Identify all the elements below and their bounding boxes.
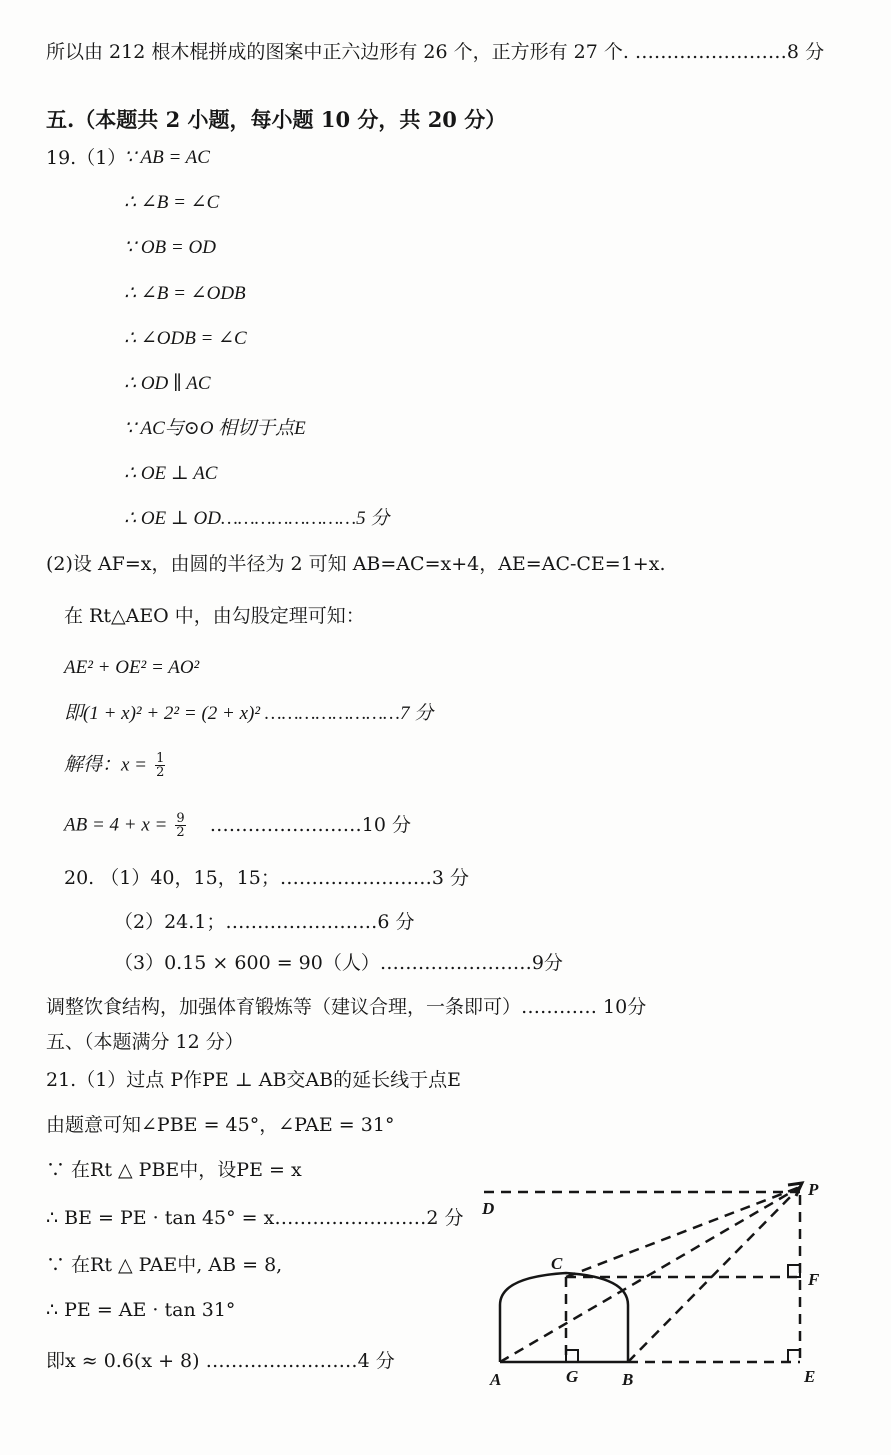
ab-fraction-denominator: 2 <box>176 825 185 840</box>
q19-1-step-b: ∴ ∠B = ∠C <box>124 192 220 213</box>
label-c: C <box>551 1254 563 1273</box>
q19-1-step-a: ∵ AB = AC <box>124 147 210 168</box>
q19-1-step-g: ∵ AC与⊙O 相切于点E <box>124 418 306 439</box>
q19-1-step-f: ∴ OD ∥ AC <box>124 373 211 394</box>
q20-part3: （3）0.15 × 600 = 90（人）……………………9分 <box>114 952 563 974</box>
label-d: D <box>482 1199 495 1218</box>
right-angle-e <box>788 1350 800 1362</box>
q19-2-head: (2)设 AF=x，由圆的半径为 2 可知 AB=AC=x+4，AE=AC-CE=1+x. <box>46 553 666 575</box>
ab-result-label: AB = 4 + x = <box>64 814 168 836</box>
q19-1-step-e: ∴ ∠ODB = ∠C <box>124 328 247 349</box>
q19-1-step-d: ∴ ∠B = ∠ODB <box>124 283 246 304</box>
q20-part2: （2）24.1；……………………6 分 <box>114 911 415 933</box>
section5-heading: 五.（本题共 2 小题，每小题 10 分，共 20 分） <box>46 107 507 132</box>
q19-1-step-h: ∴ OE ⊥ AC <box>124 463 218 484</box>
label-b: B <box>622 1370 634 1389</box>
ab-fraction-numerator: 9 <box>176 811 185 826</box>
line-cp <box>566 1187 800 1277</box>
label-g: G <box>566 1367 579 1386</box>
q21-step-a: 由题意可知∠PBE = 45°，∠PAE = 31° <box>46 1114 395 1136</box>
q21-step-f: 即x ≈ 0.6(x + 8) ……………………4 分 <box>46 1350 395 1372</box>
q20-suggestion: 调整饮食结构，加强体育锻炼等（建议合理，一条即可）………… 10分 <box>46 996 647 1018</box>
label-p: P <box>808 1180 819 1199</box>
section5b-heading: 五、（本题满分 12 分） <box>46 1031 244 1053</box>
x-fraction-denominator: 2 <box>156 765 165 780</box>
right-angle-g <box>566 1350 578 1362</box>
q21-step-b: ∵ 在Rt △ PBE中，设PE = x <box>46 1159 302 1181</box>
x-fraction-numerator: 1 <box>156 751 165 766</box>
solve-label: 解得：x = <box>64 754 148 776</box>
intro-line: 所以由 212 根木棍拼成的图案中正六边形有 26 个，正方形有 27 个. ……………………8 分 <box>46 41 825 63</box>
q21-step-d: ∵ 在Rt △ PAE中, AB = 8, <box>46 1254 283 1276</box>
right-angle-f <box>788 1265 800 1277</box>
q19-2-step-e <box>64 812 411 839</box>
label-a: A <box>490 1370 502 1389</box>
q19-1-step-c: ∵ OB = OD <box>124 237 216 258</box>
q21-step-e: ∴ PE = AE · tan 31° <box>46 1299 236 1321</box>
ab-score: ……………………10 分 <box>209 813 411 836</box>
label-f: F <box>808 1270 820 1289</box>
q19-2-step-a: 在 Rt△AEO 中，由勾股定理可知： <box>64 605 365 627</box>
q20-part1: 20. （1）40，15，15；……………………3 分 <box>64 867 470 889</box>
q19-1-step-i: ∴ OE ⊥ OD……………………5 分 <box>124 508 390 529</box>
ab-fraction <box>175 812 185 839</box>
q19-2-step-b: AE² + OE² = AO² <box>64 657 200 678</box>
line-bp <box>628 1187 800 1362</box>
q19-2-step-c: 即(1 + x)² + 2² = (2 + x)² ……………………7 分 <box>64 703 434 724</box>
q21-part1: 21.（1）过点 P作PE ⊥ AB交AB的延长线于点E <box>46 1069 461 1091</box>
q19-2-step-d <box>64 752 167 779</box>
arch-shape <box>500 1273 628 1362</box>
x-fraction <box>155 752 165 779</box>
q21-step-c: ∴ BE = PE · tan 45° = x……………………2 分 <box>46 1207 464 1229</box>
geometry-figure <box>470 1165 850 1395</box>
q19-1-head: 19.（1） <box>46 147 127 169</box>
label-e: E <box>804 1367 816 1386</box>
